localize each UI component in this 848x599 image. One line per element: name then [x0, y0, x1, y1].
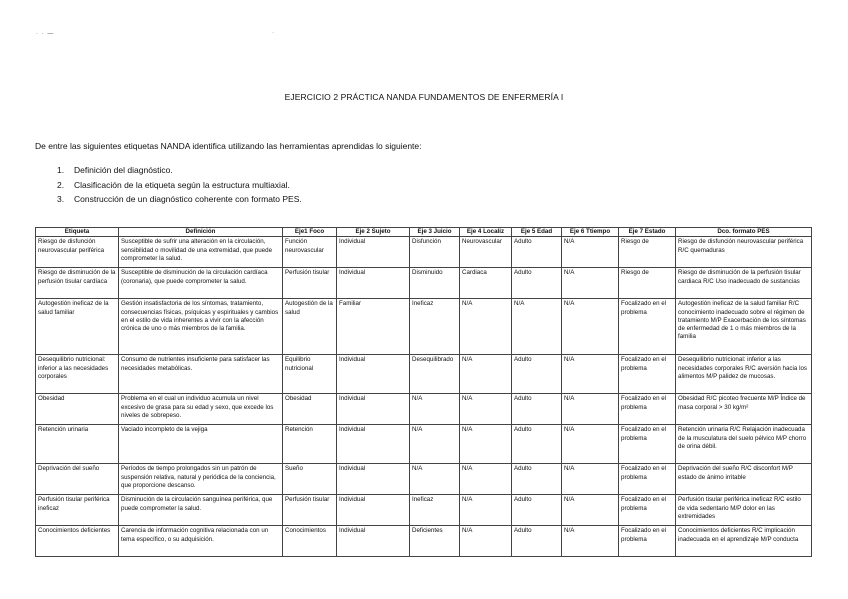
- table-row: [36, 237, 812, 268]
- table-cell: N/A: [460, 355, 512, 394]
- table-cell: Individual: [337, 237, 410, 268]
- table-cell: N/A: [562, 464, 619, 495]
- table-cell: Focalizado en el problema: [619, 394, 676, 425]
- column-header: Eje 6 Ttiempo: [562, 228, 619, 237]
- table-cell: Focalizado en el problema: [619, 299, 676, 355]
- step-number: 3.: [57, 194, 65, 204]
- table-cell: Retención urinaria R/C Relajación inadecuada de la musculatura del suelo pélvico M/P chorro de orina débil.: [676, 425, 812, 464]
- table-cell: N/A: [562, 268, 619, 299]
- table-cell: Consumo de nutrientes insuficiente para satisfacer las necesidades metabólicas.: [119, 355, 283, 394]
- table-header-row: [36, 228, 812, 237]
- table-cell: Riesgo de disfunción neurovascular periférica: [36, 237, 119, 268]
- table-cell: Perfusión tisular periférica ineficaz R/C estilo de vida sedentario M/P dolor en las extremidades: [676, 495, 812, 526]
- table-cell: N/A: [410, 425, 460, 464]
- column-header: Eje1 Foco: [283, 228, 337, 237]
- table-cell: Individual: [337, 464, 410, 495]
- nanda-table: [35, 227, 812, 557]
- instruction-steps: [57, 165, 302, 209]
- table-cell: N/A: [410, 394, 460, 425]
- table-body: [36, 237, 812, 557]
- table-cell: N/A: [562, 526, 619, 557]
- table-cell: Adulto: [512, 355, 562, 394]
- table-cell: N/A: [460, 495, 512, 526]
- step-text: Construcción de un diagnóstico coherente con formato PES.: [74, 194, 302, 204]
- column-header: Eje 3 Juicio: [410, 228, 460, 237]
- table-cell: Individual: [337, 425, 410, 464]
- table-cell: Perfusión tisular: [283, 268, 337, 299]
- step-item: [57, 165, 302, 180]
- table-cell: Conocimientos deficientes: [36, 526, 119, 557]
- table-cell: Deprivación del sueño R/C disconfort M/P estado de ánimo irritable: [676, 464, 812, 495]
- document-title: EJERCICIO 2 PRÁCTICA NANDA FUNDAMENTOS DE ENFERMERÍA I: [284, 92, 564, 102]
- table-cell: N/A: [460, 394, 512, 425]
- table-cell: N/A: [562, 495, 619, 526]
- table-cell: Problema en el cual un individuo acumula un nivel excesivo de grasa para su edad y sexo, que excede los niveles de sobrepeso.: [119, 394, 283, 425]
- table-cell: Adulto: [512, 268, 562, 299]
- table-cell: Adulto: [512, 237, 562, 268]
- table-cell: Neurovascular: [460, 237, 512, 268]
- table-cell: N/A: [562, 299, 619, 355]
- table-row: [36, 425, 812, 464]
- table-cell: Adulto: [512, 425, 562, 464]
- column-header: Definición: [119, 228, 283, 237]
- table-cell: Equilibrio nutricional: [283, 355, 337, 394]
- table-cell: Autogestión de la salud: [283, 299, 337, 355]
- table-cell: Perfusión tisular: [283, 495, 337, 526]
- step-text: Definición del diagnóstico.: [74, 165, 173, 175]
- table-row: [36, 299, 812, 355]
- column-header: Eje 2 Sujeto: [337, 228, 410, 237]
- table-cell: N/A: [410, 464, 460, 495]
- column-header: Eje 4 Localiz: [460, 228, 512, 237]
- step-item: [57, 194, 302, 209]
- table-cell: Autogestión ineficaz de la salud familiar R/C conocimiento inadecuado sobre el régimen de tratamiento M/P Exacerbación de los síntomas de enfermedad de 1 o más miembros de la familia: [676, 299, 812, 355]
- table-cell: Vaciado incompleto de la vejiga: [119, 425, 283, 464]
- table-cell: Riesgo de disfunción neurovascular periférica R/C quemaduras: [676, 237, 812, 268]
- table-row: [36, 268, 812, 299]
- table-row: [36, 464, 812, 495]
- table-cell: Ineficaz: [410, 299, 460, 355]
- table-row: [36, 394, 812, 425]
- table-cell: Gestión insatisfactoria de los síntomas, tratamiento, consecuencias físicas, psíquicas y espirituales y cambios en el estilo de vida inherentes a vivir con la afección crónica de uno o más miembros de la familia.: [119, 299, 283, 355]
- table-cell: Riesgo de: [619, 268, 676, 299]
- table-cell: Individual: [337, 495, 410, 526]
- table-cell: Disfunción: [410, 237, 460, 268]
- table-cell: Individual: [337, 394, 410, 425]
- table-cell: Disminuido: [410, 268, 460, 299]
- step-item: [57, 180, 302, 195]
- table-cell: N/A: [562, 425, 619, 464]
- table-cell: Focalizado en el problema: [619, 355, 676, 394]
- table-cell: Riesgo de disminución de la perfusión tisular cardíaca: [36, 268, 119, 299]
- table-cell: Retención urinaria: [36, 425, 119, 464]
- table-cell: Sueño: [283, 464, 337, 495]
- table-cell: Adulto: [512, 526, 562, 557]
- page-top-tick: ·: [272, 30, 274, 36]
- table-cell: Deficientes: [410, 526, 460, 557]
- table-cell: Ineficaz: [410, 495, 460, 526]
- column-header: Dco. formato PES: [676, 228, 812, 237]
- table-cell: N/A: [562, 355, 619, 394]
- table-cell: Disminución de la circulación sanguínea periférica, que puede comprometer la salud.: [119, 495, 283, 526]
- table-cell: Focalizado en el problema: [619, 526, 676, 557]
- table-cell: N/A: [562, 237, 619, 268]
- table-cell: Riesgo de: [619, 237, 676, 268]
- table-cell: Cardiaca: [460, 268, 512, 299]
- table-cell: Conocimientos deficientes R/C implicación inadecuada en el aprendizaje M/P conducta: [676, 526, 812, 557]
- table-cell: Obesidad: [283, 394, 337, 425]
- table-row: [36, 355, 812, 394]
- table-cell: Susceptible de sufrir una alteración en la circulación, sensibilidad o movilidad de una extremidad, que puede comprometer la salud.: [119, 237, 283, 268]
- table-cell: Desequilibrado: [410, 355, 460, 394]
- column-header: Eje 5 Edad: [512, 228, 562, 237]
- table-cell: Individual: [337, 526, 410, 557]
- table-cell: Obesidad: [36, 394, 119, 425]
- table-cell: N/A: [562, 394, 619, 425]
- table-cell: Individual: [337, 355, 410, 394]
- table-cell: Riesgo de disminución de la perfusión tisular cardiaca R/C Uso inadecuado de sustancias: [676, 268, 812, 299]
- table-cell: Individual: [337, 268, 410, 299]
- table-cell: Carencia de información cognitiva relacionada con un tema específico, o su adquisición.: [119, 526, 283, 557]
- step-number: 1.: [57, 165, 65, 175]
- table-row: [36, 495, 812, 526]
- table-cell: Perfusión tisular periférica ineficaz: [36, 495, 119, 526]
- table-row: [36, 526, 812, 557]
- table-cell: Conocimientos: [283, 526, 337, 557]
- step-text: Clasificación de la etiqueta según la estructura multiaxial.: [74, 179, 290, 190]
- table-cell: Adulto: [512, 464, 562, 495]
- column-header: Eje 7 Estado: [619, 228, 676, 237]
- table-cell: Focalizado en el problema: [619, 464, 676, 495]
- table-cell: Períodos de tiempo prolongados sin un patrón de suspensión relativa, natural y periódica de la conciencia, que proporcione descanso.: [119, 464, 283, 495]
- step-number: 2.: [57, 179, 65, 190]
- instructions-intro: De entre las siguientes etiquetas NANDA identifica utilizando las herramientas aprendidas lo siguiente:: [35, 141, 422, 151]
- table-cell: Adulto: [512, 495, 562, 526]
- table-cell: Desequilibrio nutricional: inferior a las necesidades corporales R/C aversión hacia los alimentos M/P palidez de mucosas.: [676, 355, 812, 394]
- table-cell: N/A: [460, 299, 512, 355]
- table-cell: N/A: [460, 526, 512, 557]
- table-cell: Adulto: [512, 394, 562, 425]
- table-cell: Deprivación del sueño: [36, 464, 119, 495]
- table-cell: Función neurovascular: [283, 237, 337, 268]
- column-header: Etiqueta: [36, 228, 119, 237]
- table-cell: Focalizado en el problema: [619, 495, 676, 526]
- table-cell: Focalizado en el problema: [619, 425, 676, 464]
- table-cell: N/A: [460, 425, 512, 464]
- table-cell: Familiar: [337, 299, 410, 355]
- table-cell: Retención: [283, 425, 337, 464]
- table-cell: Susceptible de disminución de la circulación cardíaca (coronaria), que puede comprometer la salud.: [119, 268, 283, 299]
- page-top-marks: · · —: [36, 31, 55, 37]
- table-cell: Autogestión ineficaz de la salud familiar: [36, 299, 119, 355]
- table-cell: Desequilibrio nutricional: inferior a las necesidades corporales: [36, 355, 119, 394]
- table-cell: N/A: [512, 299, 562, 355]
- table-cell: N/A: [460, 464, 512, 495]
- table-cell: Obesidad R/C picoteo frecuente M/P Índice de masa corporal > 30 kg/m²: [676, 394, 812, 425]
